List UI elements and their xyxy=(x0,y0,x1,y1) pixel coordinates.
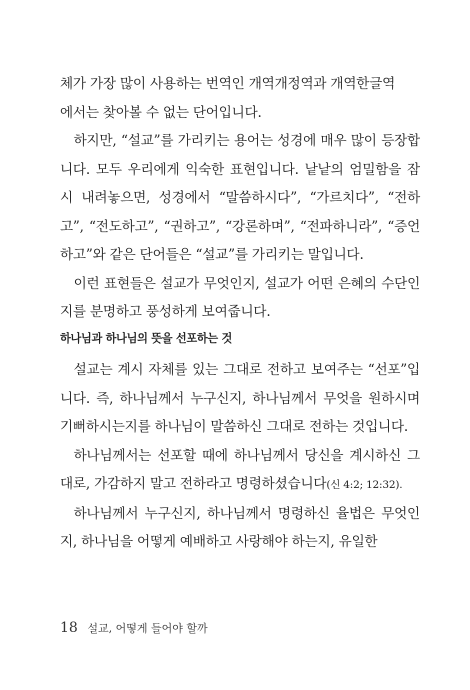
paragraph: 하나님께서 누구신지, 하나님께서 명령하신 율법은 무엇인지, 하나님을 어떻게 예배하고 사랑해야 하는지, 유일한 xyxy=(60,505,420,550)
body-text-top xyxy=(60,70,420,327)
paragraph-continuation xyxy=(60,70,420,127)
paragraph: 설교는 계시 자체를 있는 그대로 전하고 보여주는 “선포”입니다. 즉, 하나님께서 누구신지, 하나님께서 무엇을 원하시며 기뻐하시는지를 하나님이 말씀하신 그대로 전하는 것입니다. xyxy=(60,362,420,435)
paragraph-text: 하나님께서는 선포할 때에 하나님께서 당신을 계시하신 그대로, 가감하지 말고 전하라고 명령하셨습니다 xyxy=(60,447,420,492)
page-footer xyxy=(60,620,208,636)
running-title: 설교, 어떻게 들어야 할까 xyxy=(87,622,208,635)
paragraph xyxy=(60,442,420,500)
paragraph-line: 체가 가장 많이 사용하는 번역인 개역개정역과 개역한글역 xyxy=(60,76,396,92)
page-number: 18 xyxy=(60,620,78,636)
section-heading: 하나님과 하나님의 뜻을 선포하는 것 xyxy=(60,332,232,345)
paragraph: 하지만, “설교”를 가리키는 용어는 성경에 매우 많이 등장합니다. 모두 우리에게 익숙한 표현입니다. 낱낱의 엄밀함을 잠시 내려놓으면, 성경에서 “말씀하시다”, “가르치다”, “전하고”, “전도하고”, “권하고”, “강론하며”, “전파하니라”, “증언하고”와 같은 단어들은 “설교”를 가리키는 말입니다. xyxy=(60,133,420,263)
body-text-bottom xyxy=(60,356,420,557)
paragraph: 이런 표현들은 설교가 무엇인지, 설교가 어떤 은혜의 수단인지를 분명하고 풍성하게 보여줍니다. xyxy=(60,275,420,320)
paragraph-line: 에서는 찾아볼 수 없는 단어입니다. xyxy=(60,104,262,121)
scripture-reference: (신 4:2; 12:32). xyxy=(326,479,403,491)
